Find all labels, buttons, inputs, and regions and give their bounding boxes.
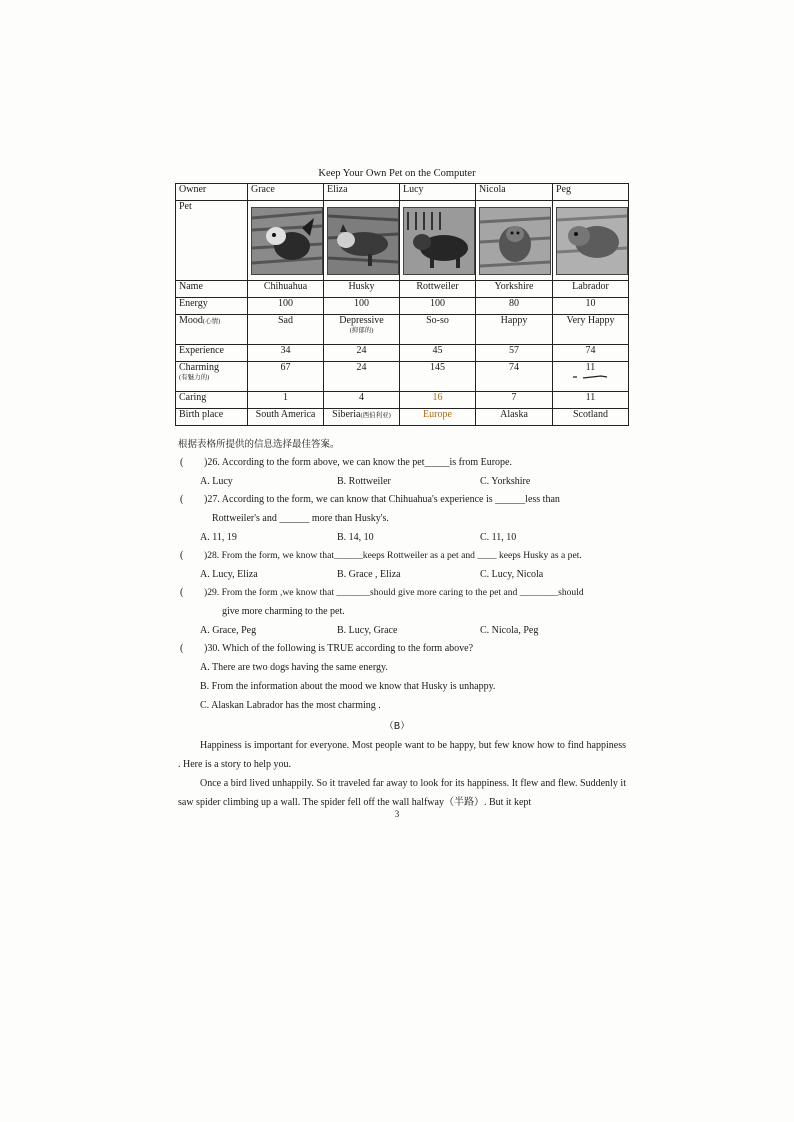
experience-label: Experience [176, 345, 248, 362]
energy-cell: 80 [476, 298, 553, 315]
option-b: B. Grace , Eliza [337, 569, 401, 580]
question-30: )30. Which of the following is TRUE according to the form above? [204, 643, 474, 654]
answer-paren: ( [180, 587, 184, 598]
option-b: B. Rottweiler [337, 476, 391, 487]
name-cell: Husky [324, 281, 400, 298]
name-row [176, 281, 629, 298]
rottweiler-photo [403, 207, 475, 275]
birth-place-cell: Europe [400, 409, 476, 426]
charming-cell: 24 [324, 362, 400, 392]
name-cell: Yorkshire [476, 281, 553, 298]
experience-cell: 57 [476, 345, 553, 362]
question-29-continued: give more charming to the pet. [222, 606, 345, 617]
caring-row [176, 392, 629, 409]
option-c: C. Nicola, Peg [480, 625, 539, 636]
energy-cell: 10 [553, 298, 629, 315]
option-c: C. 11, 10 [480, 532, 517, 543]
pet-row [176, 201, 629, 281]
charming-label [176, 362, 248, 392]
answer-paren: ( [180, 494, 184, 505]
mood-text: Depressive [339, 315, 384, 326]
passage-text: Happiness is important for everyone. Most people want to be happy, but few know how to find happiness . Here is a story to help you. [178, 740, 626, 770]
pet-photo-cell [324, 201, 400, 281]
mood-row [176, 315, 629, 345]
pet-photo-cell [400, 201, 476, 281]
pet-photo-cell [553, 201, 629, 281]
charming-cell: 67 [248, 362, 324, 392]
answer-paren: ( [180, 457, 184, 468]
experience-row [176, 345, 629, 362]
question-27-continued: Rottweiler's and ______ more than Husky's. [212, 513, 389, 524]
owner-row [176, 184, 629, 201]
birth-place-text: Siberia [332, 409, 361, 420]
charming-label-note: (有魅力的) [179, 374, 210, 381]
mood-cell: Happy [476, 315, 553, 345]
mood-label [176, 315, 248, 345]
question-28: )28. From the form, we know that______keeps Rottweiler as a pet and ____ keeps Husky as a pet. [204, 550, 582, 561]
charming-row [176, 362, 629, 392]
answer-paren: ( [180, 643, 184, 654]
caring-cell: 16 [400, 392, 476, 409]
section-heading: （B） [384, 721, 410, 732]
name-cell: Labrador [553, 281, 629, 298]
pet-table [175, 183, 629, 426]
chihuahua-photo [251, 207, 323, 275]
option-a: A. There are two dogs having the same energy. [200, 662, 388, 673]
option-c: C. Alaskan Labrador has the most charming . [200, 700, 381, 711]
birth-place-cell: Alaska [476, 409, 553, 426]
pet-photo-cell [248, 201, 324, 281]
yorkshire-photo [479, 207, 551, 275]
energy-label: Energy [176, 298, 248, 315]
birth-place-label: Birth place [176, 409, 248, 426]
mood-cell: Very Happy [553, 315, 629, 345]
option-c: C. Yorkshire [480, 476, 531, 487]
birth-place-cell [324, 409, 400, 426]
passage-paragraph [178, 736, 626, 774]
mood-cell: So-so [400, 315, 476, 345]
caring-cell: 7 [476, 392, 553, 409]
birth-place-cell: South America [248, 409, 324, 426]
option-b: B. Lucy, Grace [337, 625, 398, 636]
option-a: A. Lucy, Eliza [200, 569, 258, 580]
option-b: B. 14, 10 [337, 532, 374, 543]
birth-place-cell: Scotland [553, 409, 629, 426]
passage-paragraph [178, 774, 626, 812]
answer-paren: ( [180, 550, 184, 561]
owner-label: Owner [176, 184, 248, 201]
page-title: Keep Your Own Pet on the Computer [318, 168, 476, 179]
question-27: )27. According to the form, we can know that Chihuahua's experience is ______less than [204, 494, 560, 505]
option-a: A. Grace, Peg [200, 625, 257, 636]
mood-cell [324, 315, 400, 345]
charming-value: 11 [585, 362, 596, 373]
option-a: A. Lucy [200, 476, 233, 487]
caring-cell: 1 [248, 392, 324, 409]
labrador-photo [556, 207, 628, 275]
mood-cell: Sad [248, 315, 324, 345]
caring-label: Caring [176, 392, 248, 409]
birth-place-row [176, 409, 629, 426]
energy-cell: 100 [324, 298, 400, 315]
pet-label: Pet [176, 201, 248, 281]
question-26: )26. According to the form above, we can know the pet_____is from Europe. [204, 457, 512, 468]
question-29: )29. From the form ,we know that _______should give more caring to the pet and ________should [204, 587, 584, 598]
caring-cell: 11 [553, 392, 629, 409]
pen-mark-icon [571, 374, 611, 380]
instruction: 根据表格所提供的信息选择最佳答案。 [178, 439, 340, 450]
birth-place-note: (西伯利亚) [360, 412, 391, 419]
owner-cell: Eliza [324, 184, 400, 201]
owner-cell: Nicola [476, 184, 553, 201]
name-cell: Rottweiler [400, 281, 476, 298]
experience-cell: 34 [248, 345, 324, 362]
husky-photo [327, 207, 399, 275]
energy-row [176, 298, 629, 315]
name-cell: Chihuahua [248, 281, 324, 298]
option-a: A. 11, 19 [200, 532, 237, 543]
name-label: Name [176, 281, 248, 298]
experience-cell: 24 [324, 345, 400, 362]
mood-label-note: (心情) [202, 318, 221, 325]
owner-cell: Peg [553, 184, 629, 201]
caring-cell: 4 [324, 392, 400, 409]
page-number: 3 [394, 809, 400, 819]
charming-cell: 74 [476, 362, 553, 392]
option-c: C. Lucy, Nicola [480, 569, 544, 580]
charming-label-text: Charming [179, 362, 219, 373]
energy-cell: 100 [400, 298, 476, 315]
option-b: B. From the information about the mood we know that Husky is unhappy. [200, 681, 496, 692]
owner-cell: Lucy [400, 184, 476, 201]
charming-cell: 145 [400, 362, 476, 392]
charming-cell [553, 362, 629, 392]
passage-text: Once a bird lived unhappily. So it traveled far away to look for its happiness. It flew and flew. Suddenly it saw spider climbing up a wall. The spider fell off the wall halfway（半路）. But it kept [178, 778, 626, 808]
owner-cell: Grace [248, 184, 324, 201]
mood-note: (抑郁的) [349, 327, 374, 334]
energy-cell: 100 [248, 298, 324, 315]
experience-cell: 45 [400, 345, 476, 362]
experience-cell: 74 [553, 345, 629, 362]
pet-photo-cell [476, 201, 553, 281]
mood-label-text: Mood [179, 315, 203, 326]
